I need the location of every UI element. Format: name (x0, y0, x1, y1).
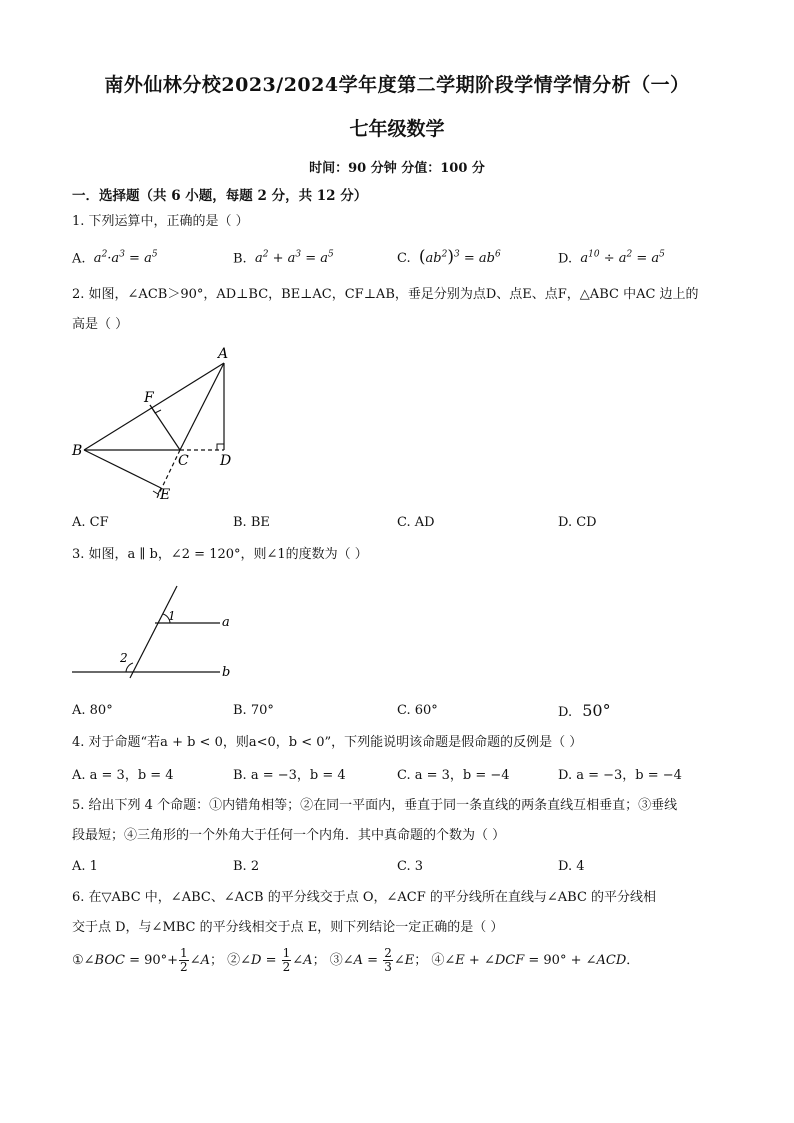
label-line-a: a (222, 615, 230, 630)
q3-option-b: B. 70° (233, 703, 274, 718)
exam-title: 南外仙林分校2023/2024学年度第二学期阶段学情学情分析（一） (104, 74, 690, 96)
q2-option-d: D. CD (558, 515, 597, 530)
q4-option-d: D. a = −3，b = −4 (558, 768, 682, 783)
q1-option-c (397, 247, 501, 267)
q1-option-a-label: A. (72, 251, 86, 267)
label-angle-2: 2 (120, 651, 128, 665)
q1-option-a-expr: $a^2\cdot a^3 = a^5$ (89, 250, 158, 267)
q2-triangle-figure (60, 340, 250, 510)
label-line-b: b (222, 665, 231, 680)
q3-option-c: C. 60° (397, 703, 438, 718)
label-d: D (220, 453, 232, 469)
q3-option-d-label: D. (558, 705, 573, 720)
label-e: E (160, 487, 171, 503)
transversal-line (130, 586, 177, 678)
section-heading: 一．选择题（共 6 小题，每题 2 分，共 12 分） (72, 188, 368, 204)
q1-option-c-label: C. (397, 251, 411, 266)
segment-be (84, 450, 161, 488)
q3-option-a: A. 80° (72, 703, 113, 718)
q1-option-b-label: B. (233, 251, 247, 267)
q4-option-b: B. a = −3，b = 4 (233, 768, 346, 783)
q6-conclusion-2: ②∠D = $\frac{1}{2}$ ∠A； (227, 946, 326, 974)
question-4-stem: 4. 对于命题“若a + b < 0，则a<0，b < 0”，下列能说明该命题是假命题的反例是（ ） (72, 735, 583, 750)
q3-parallel-lines-figure (60, 578, 260, 688)
question-2-stem-line2: 高是（ ） (72, 317, 129, 332)
question-5-stem-line2: 段最短；④三角形的一个外角大于任何一个内角．其中真命题的个数为（ ） (72, 828, 506, 843)
q4-option-c: C. a = 3，b = −4 (397, 768, 510, 783)
exam-time-info: 时间：90 分钟 分值：100 分 (309, 161, 485, 176)
question-3-stem: 3. 如图，a ∥ b，∠2 = 120°，则∠1的度数为（ ） (72, 547, 368, 562)
q5-option-b: B. 2 (233, 859, 260, 874)
q6-conclusion-3: ③∠A = $\frac{2}{3}$ ∠E； (329, 946, 428, 974)
q3-option-d (558, 701, 611, 720)
label-angle-1: 1 (168, 609, 176, 623)
q1-option-c-expr: $(ab^2)^3 = ab^6$ (418, 247, 501, 267)
q4-option-a: A. a = 3，b = 4 (72, 768, 174, 783)
q1-option-d-label: D. (558, 251, 573, 267)
question-6-stem-line1: 6. 在▽ABC 中，∠ABC、∠ACB 的平分线交于点 O，∠ACF 的平分线所在直线与∠ABC 的平分线相 (72, 890, 657, 905)
q2-option-a: A. CF (72, 515, 109, 530)
question-5-stem-line1: 5. 给出下列 4 个命题：①内错角相等；②在同一平面内，垂直于同一条直线的两条直线互相垂直；③垂线 (72, 798, 678, 813)
q2-option-b: B. BE (233, 515, 270, 530)
exam-subtitle: 七年级数学 (349, 118, 445, 140)
right-angle-d (217, 444, 224, 450)
q5-option-a: A. 1 (72, 859, 98, 874)
q1-option-d (558, 250, 665, 266)
q1-option-b-expr: $a^2 + a^3 = a^5$ (250, 250, 334, 267)
q3-option-d-value: 50° (582, 701, 611, 720)
q1-option-d-expr: $a^{10} \div a^2 = a^5$ (576, 250, 665, 267)
q5-option-c: C. 3 (397, 859, 424, 874)
question-6-stem-line2: 交于点 D，与∠MBC 的平分线相交于点 E，则下列结论一定正确的是（ ） (72, 920, 504, 935)
q2-option-c: C. AD (397, 515, 435, 530)
q5-option-d: D. 4 (558, 859, 585, 874)
q6-conclusion-4: ④∠E + ∠DCF = 90° + ∠ACD． (431, 953, 640, 968)
question-1-stem: 1. 下列运算中，正确的是（ ） (72, 214, 249, 229)
question-2-stem-line1: 2. 如图，∠ACB＞90°，AD⊥BC，BE⊥AC，CF⊥AB，垂足分别为点D、点E、点F，△ABC 中AC 边上的 (72, 287, 699, 302)
label-f: F (144, 390, 154, 406)
label-c: C (178, 453, 189, 469)
label-a: A (218, 346, 229, 362)
q6-conclusions (72, 947, 639, 974)
q6-conclusion-1: ①∠BOC = 90°+ $\frac{1}{2}$ ∠A； (72, 946, 223, 974)
label-b: B (72, 443, 83, 459)
segment-ba (84, 363, 224, 450)
q1-option-b (233, 250, 334, 266)
q1-option-a (72, 250, 158, 266)
